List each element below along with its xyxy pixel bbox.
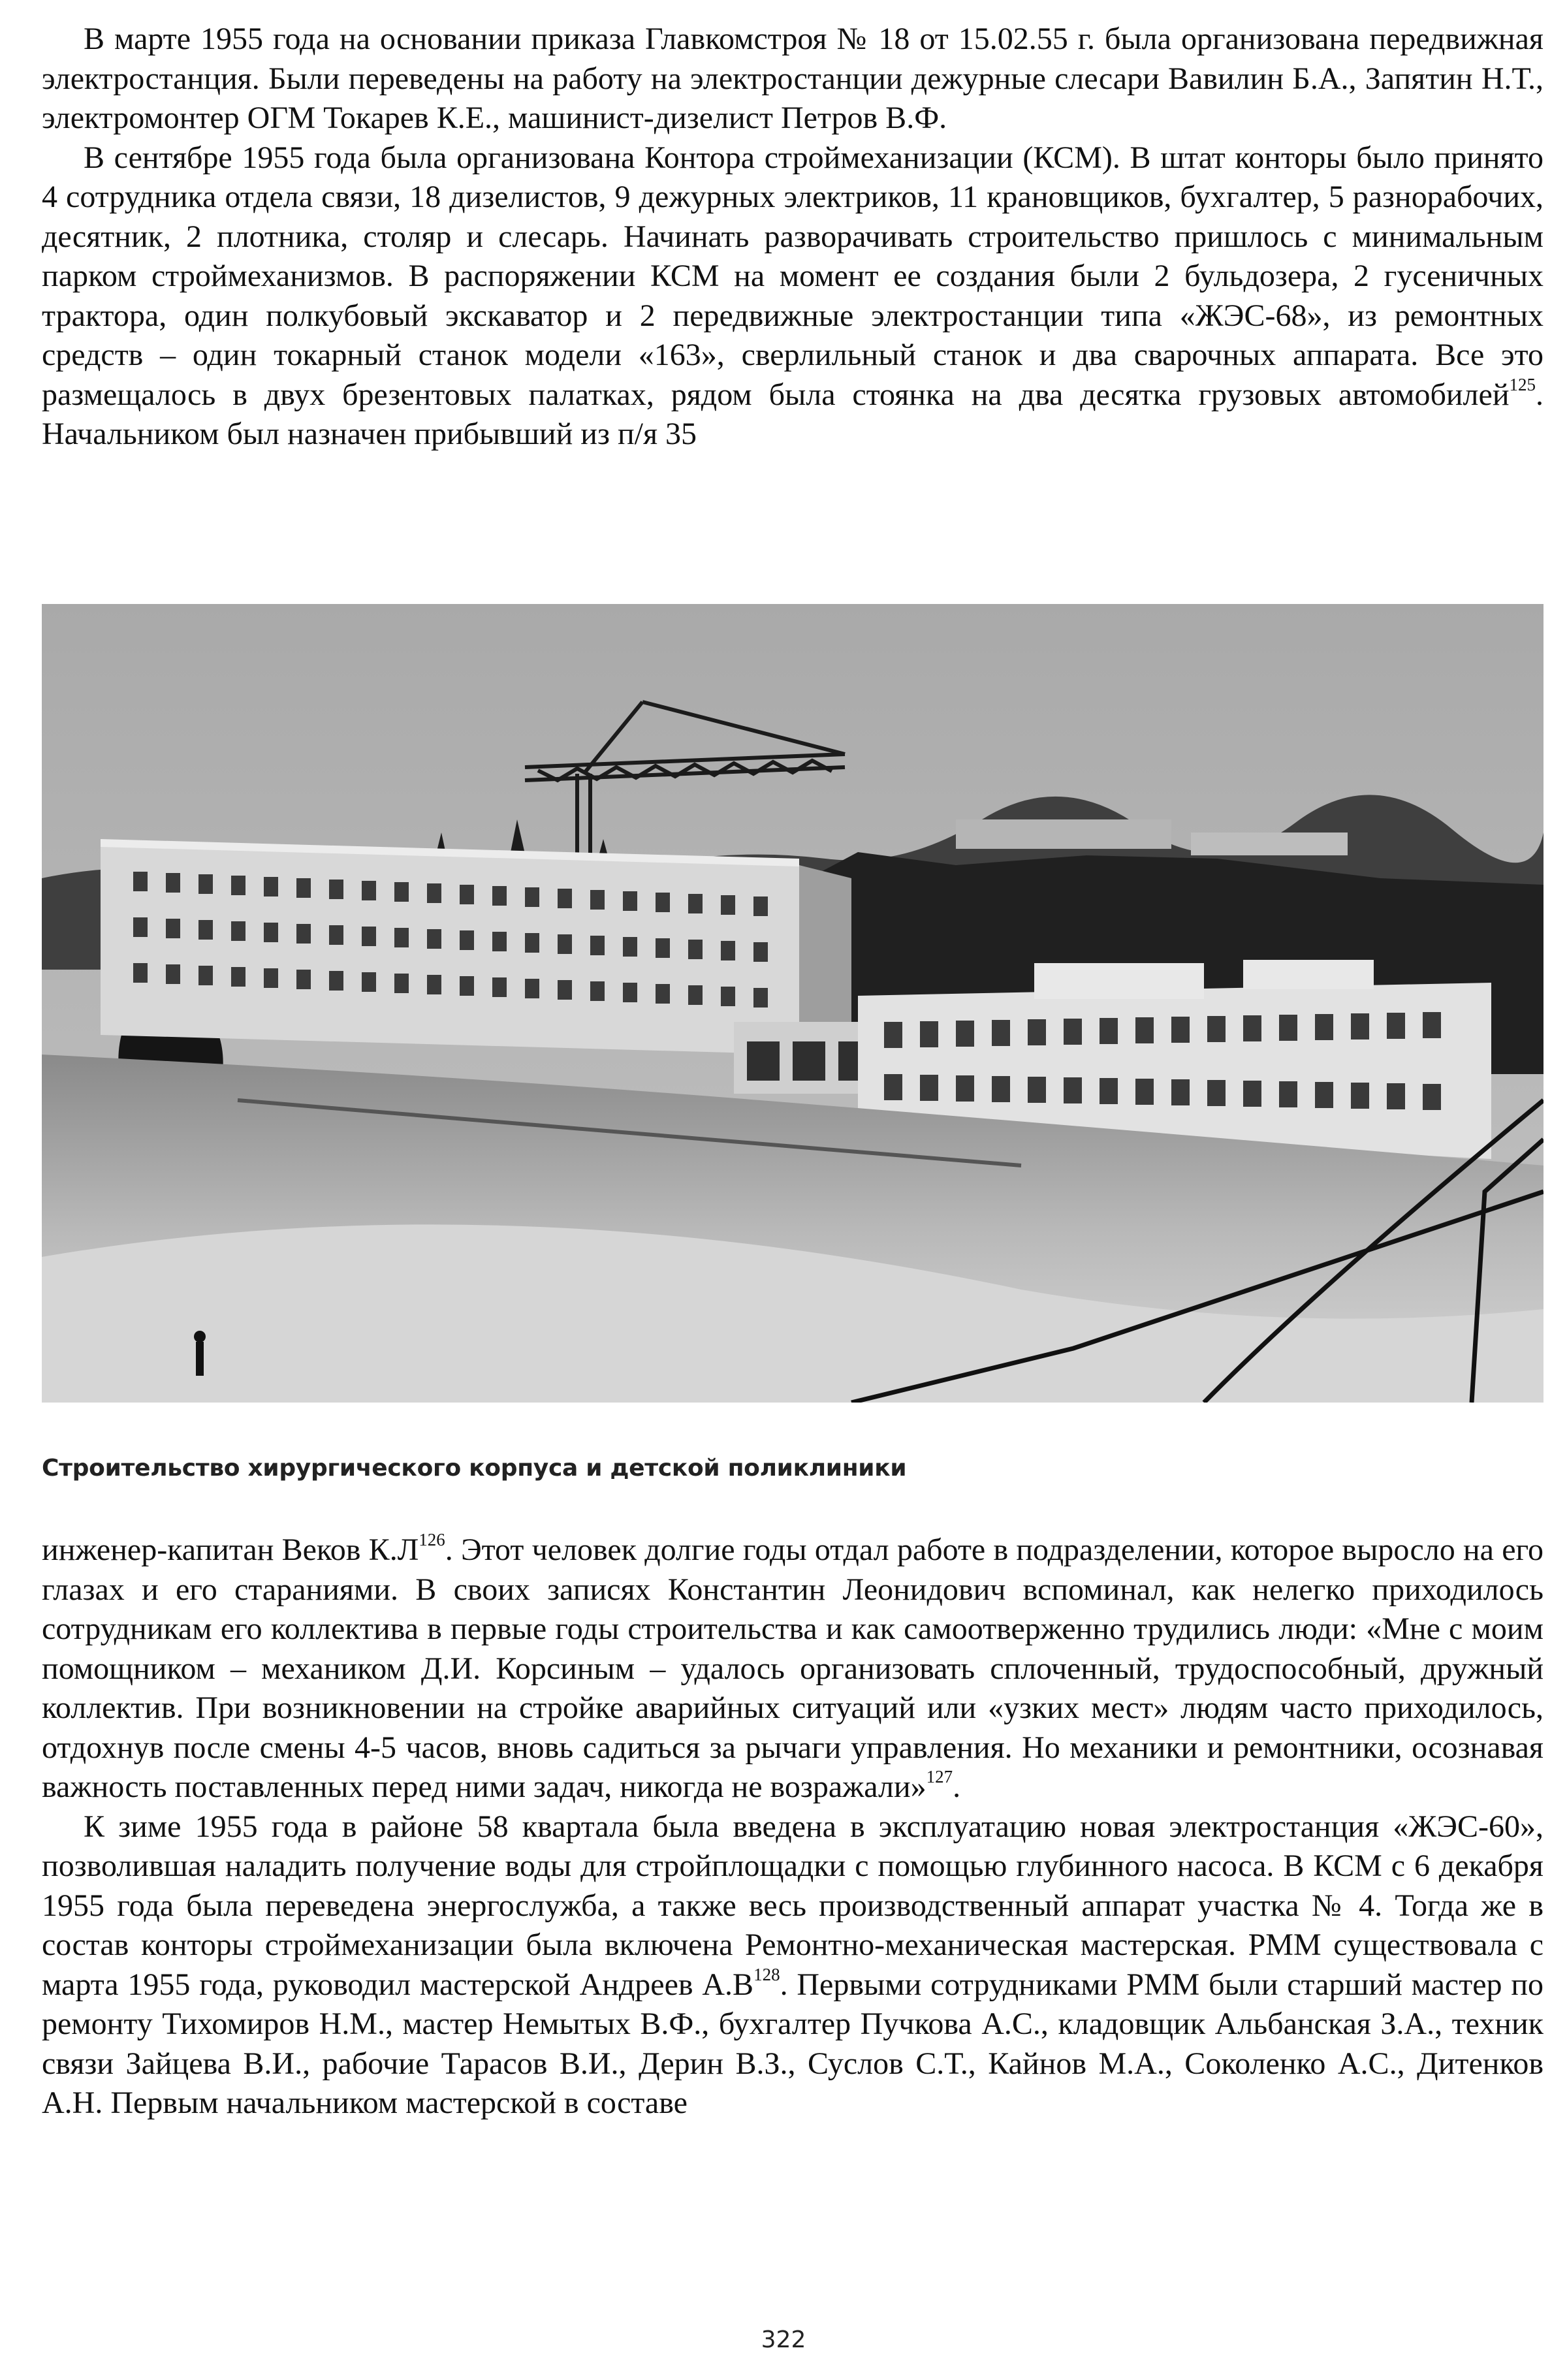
footnote-ref-127[interactable]: 127: [926, 1767, 953, 1786]
paragraph-1: В марте 1955 года на основании приказа Главкомстроя № 18 от 15.02.55 г. была организована передвижная электростанция. Были переведены на работу на электростанции дежурные слесари Вавилин Б.А., Запятин Н.Т., электромонтер ОГМ Токарев К.Е., машинист-дизелист Петров В.Ф.: [42, 22, 1543, 135]
page-number: 322: [761, 2326, 806, 2353]
footnote-ref-125[interactable]: 125: [1509, 374, 1536, 394]
paragraph-3: инженер-капитан Веков $К.Л^{126}$. Этот человек долгие годы отдал работе в подразделении, которое выросло на его глазах и его стараниями. В своих записях Константин Леонидович вспоминал, как нелегко приходилось сотрудникам его коллектива в первые годы строительства и как самоотверженно трудились люди: «Мне с моим помощником – механиком Д.И. Корсиным – удалось организовать сплоченный, трудоспособный, дружный коллектив. При возникновении на стройке аварийных ситуаций или «узких мест» людям часто приходилось, отдохнув после смены 4-5 часов, вновь садиться за рычаги управления. Но механики и ремонтники, осознавая важность поставленных перед ними задач, никогда не возражали»$^{127}$.: [42, 1530, 1543, 1804]
body-text-top: [42, 20, 1543, 454]
paragraph-2: В сентябре 1955 года была организована Контора строймеханизации (КСМ). В штат конторы было принято 4 сотрудника отдела связи, 18 дизелистов, 9 дежурных электриков, 11 крановщиков, бухгалтер, 5 разнорабочих, десятник, 2 плотника, столяр и слесарь. Начинать разворачивать строительство пришлось с минимальным парком строймеханизмов. В распоряжении КСМ на момент ее создания были 2 бульдозера, 2 гусеничных трактора, один полкубовый экскаватор и 2 передвижные электростанции типа «ЖЭС-68», из ремонтных средств – один токарный станок модели «163», сверлильный станок и два сварочных аппарата. Все это размещалось в двух брезентовых палатках, рядом была стоянка на два десятка грузовых автомобилей$^{125}$. Начальником был назначен прибывший из п/я 35: [42, 140, 1543, 451]
construction-photo: [42, 604, 1543, 1403]
footnote-ref-128[interactable]: 128: [753, 1964, 780, 1984]
photo-caption: Строительство хирургического корпуса и детской поликлиники: [42, 1455, 907, 1482]
paragraph-4: К зиме 1955 года в районе 58 квартала была введена в эксплуатацию новая электростанция «ЖЭС-60», позволившая наладить получение воды для стройплощадки с помощью глубинного насоса. В КСМ с 6 декабря 1955 года была переведена энергослужба, а также весь производственный аппарат участка № 4. Тогда же в состав конторы строймеханизации была включена Ремонтно-механическая мастерская. РММ существовала с марта 1955 года, руководил мастерской Андреев $А.В^{128}$. Первыми сотрудниками РММ были старший мастер по ремонту Тихомиров Н.М., мастер Немытых В.Ф., бухгалтер Пучкова А.С., кладовщик Альбанская З.А., техник связи Зайцева В.И., рабочие Тарасов В.И., Дерин В.З., Суслов С.Т., Кайнов М.А., Соколенко А.С., Дитенков А.Н. Первым начальником мастерской в составе: [42, 1809, 1544, 2120]
body-text-bottom: [42, 1531, 1543, 2123]
footnote-ref-126[interactable]: 126: [419, 1530, 445, 1549]
